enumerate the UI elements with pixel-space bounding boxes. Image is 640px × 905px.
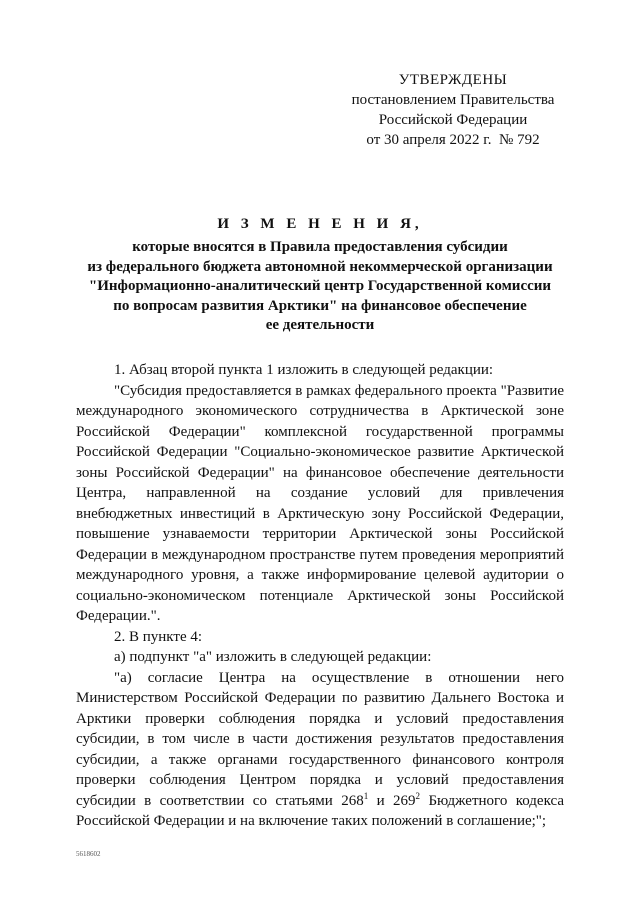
document-subtitle	[70, 238, 570, 336]
approval-line-2: Российской Федерации	[378, 112, 528, 128]
superscript-2: 2	[415, 790, 421, 801]
subtitle-line-3: "Информационно-аналитический центр Государственной комиссии	[88, 278, 552, 294]
paragraph-5	[76, 668, 564, 832]
paragraph-4: а) подпункт "а" изложить в следующей редакции:	[114, 649, 432, 665]
paragraph-3: 2. В пункте 4:	[114, 628, 203, 645]
paragraph-5-part-1: "а) согласие Центра на осуществление в отношении него Министерством Российской Федерации по развитию Дальнего Востока и Арктики проверки соблюдения порядка и условий предоставления субсидии, в том числе в части достижения результатов предоставления субсидии, а также органами государственного финансового контроля проверки соблюдения Центром порядка и условий предоставления субсидии в соответствии со статьями 268	[76, 669, 564, 809]
paragraph-1: 1. Абзац второй пункта 1 изложить в следующей редакции:	[114, 362, 494, 378]
paragraph-2: "Субсидия предоставляется в рамках федерального проекта "Развитие международного экономического сотрудничества в Арктической зоне Российской Федерации" комплексной государственной программы Российской Федерации "Социально-экономическое развитие Арктической зоны Российской Федерации" на финансовое обеспечение деятельности Центра, направленной на создание условий для привлечения внебюджетных инвестиций в Арктическую зону Российской Федерации, повышение узнаваемости территории Арктической зоны Российской Федерации в международном пространстве путем проведения мероприятий международного уровня, а также информирование целевой аудитории о социально-экономическом потенциале Арктической зоны Российской Федерации.".	[76, 382, 564, 624]
approval-line-1: постановлением Правительства	[351, 92, 555, 108]
approval-date-line: от 30 апреля 2022 г. № 792	[366, 132, 540, 148]
approval-stamp	[338, 70, 568, 150]
paragraph-5-part-2: и 269	[368, 792, 416, 809]
superscript-1: 1	[363, 790, 369, 801]
footer-code: 5618602	[76, 850, 101, 858]
subtitle-line-1: которые вносятся в Правила предоставления субсидии	[132, 239, 508, 255]
approval-heading: УТВЕРЖДЕНЫ	[398, 72, 508, 88]
subtitle-line-5: ее деятельности	[265, 317, 375, 333]
document-title: И З М Е Н Е Н И Я,	[217, 216, 423, 232]
paragraph-5-part-3: Бюджетного кодекса Российской Федерации и на включение таких положений в соглашение;";	[76, 792, 565, 829]
subtitle-line-4: по вопросам развития Арктики" на финансовое обеспечение	[113, 297, 527, 314]
subtitle-line-2: из федерального бюджета автономной некоммерческой организации	[87, 258, 553, 275]
document-body	[76, 360, 564, 832]
